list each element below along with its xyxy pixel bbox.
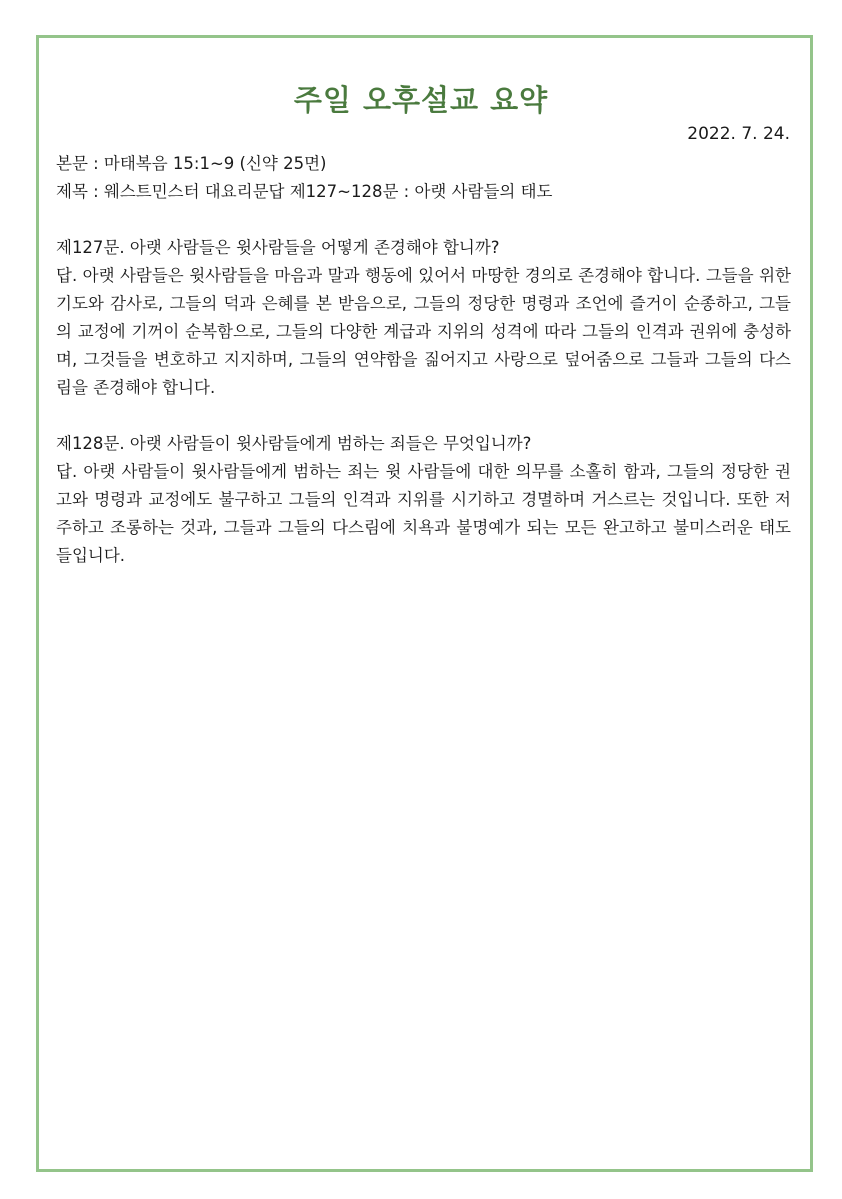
page-title: 주일 오후설교 요약 [293, 83, 549, 117]
qa-section-128 [56, 430, 791, 570]
question-127: 제127문. 아랫 사람들은 윗사람들을 어떻게 존경해야 합니까? [56, 238, 500, 257]
question-128: 제128문. 아랫 사람들이 윗사람들에게 범하는 죄들은 무엇입니까? [56, 434, 532, 453]
sermon-subject: 제목 : 웨스트민스터 대요리문답 제127~128문 : 아랫 사람들의 태도 [56, 182, 553, 201]
spacer [56, 402, 791, 430]
answer-127: 답. 아랫 사람들은 윗사람들을 마음과 말과 행동에 있어서 마땅한 경의로 존경해야 합니다. 그들을 위한 기도와 감사로, 그들의 덕과 은혜를 본 받음으로, 그들의 정당한 명령과 조언에 즐거이 순종하고, 그들의 교정에 기꺼이 순복함으로, 그들의 다양한 계급과 지위의 성격에 따라 그들의 인격과 권위에 충성하며, 그것들을 변호하고 지지하며, 그들의 연약함을 짊어지고 사랑으로 덮어줌으로 그들과 그들의 다스림을 존경해야 합니다. [56, 266, 791, 397]
scripture-reference: 본문 : 마태복음 15:1~9 (신약 25면) [56, 154, 327, 173]
sermon-date: 2022. 7. 24. [687, 124, 790, 144]
answer-128: 답. 아랫 사람들이 윗사람들에게 범하는 죄는 윗 사람들에 대한 의무를 소홀히 함과, 그들의 정당한 권고와 명령과 교정에도 불구하고 그들의 인격과 지위를 시기하고 경멸하며 거스르는 것입니다. 또한 저주하고 조롱하는 것과, 그들과 그들의 다스림에 치욕과 불명예가 되는 모든 완고하고 불미스러운 태도들입니다. [56, 462, 791, 565]
document-body [56, 150, 791, 570]
spacer [56, 206, 791, 234]
qa-section-127 [56, 234, 791, 402]
